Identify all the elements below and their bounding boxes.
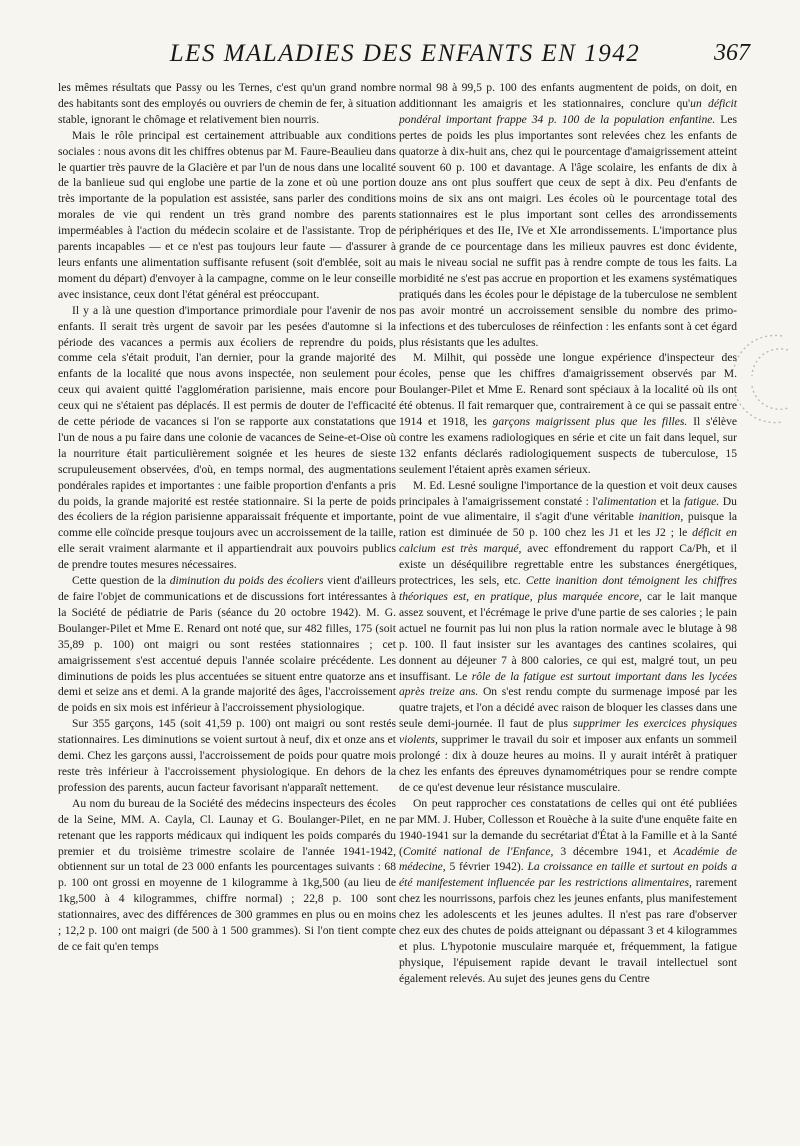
text-run: On peut rapprocher ces constatations de celles qui ont été publiées par MM. J. Huber, Collesson et Rouèche à la suite d'une enquête faite en 1940-1941 sur la demande du secrétariat d'État à la Famille et à la Santé ( (399, 796, 737, 858)
paragraph (58, 303, 396, 573)
italic-text: rôle de la fatigue est surtout important dans les lycées après treize ans. (399, 669, 737, 699)
italic-text: Académie de médecine, (399, 844, 737, 874)
page-number: 367 (714, 40, 750, 66)
right-column (399, 80, 737, 987)
text-run: et la (656, 494, 685, 508)
text-run: Mais le rôle principal est certainement attribuable aux conditions sociales : nous avons dit les chiffres obtenus par M. Faure-Beaulieu dans le quartier très pauvre de la Glacière et par l'un de nous dans une localité de la banlieue sud qui englobe une partie de la zone et où une portion très importante de la population est assistée, sans parler des conditions morales de vie qui rendent un très grand nombre des parents imperméables à l'action du médecin scolaire et de l'assistante. Trop de parents incapables — et ce n'est pas toujours leur faute — d'assurer à leurs enfants une alimentation suffisante refusent (soit d'emblée, soit au moment du départ) d'envoyer à la campagne, comme on le leur conseille avec insistance, ceux dont l'état général est préoccupant. (58, 128, 396, 301)
library-stamp-icon (722, 328, 800, 428)
italic-text: diminution du poids des écoliers (169, 574, 324, 588)
text-run: les mêmes résultats que Passy ou les Ternes, c'est qu'un grand nombre des habitants sont des employés ou ouvriers de chemin de fer, à situation stable, ignorant le chômage et relativement bien nourris. (58, 81, 396, 126)
italic-text: déficit en calcium est très marqué, (399, 526, 737, 556)
running-title: LES MALADIES DES ENFANTS EN 1942 (169, 40, 641, 67)
text-run: vient d'ailleurs de faire l'objet de communications et de discussions fort intéressantes à la Société de pédiatrie de Paris (séance du 20 octobre 1942). M. G. Boulanger-Pilet et Mme E. Renard ont noté que, sur 482 filles, 175 (soit 35,89 p. 100) ont maigri ou sont restées stationnaires ; cet amaigrissement s'est accentué depuis l'année scolaire précédente. Les diminutions de poids les plus accentuées se situent entre quatorze ans et demi et seize ans et demi. A la grande majorité des âges, l'accroissement de poids en six mois est inférieur à l'accroissement physiologique. (58, 574, 396, 715)
text-run: avec effondrement du rapport Ca/Ph, et il existe un déséquilibre regrettable entre les substances énergétiques, protectrices, les sels, etc. (399, 542, 737, 588)
text-run: car le lait manque assez souvent, et l'écrémage le prive d'une partie de ses calories ; le pain actuel ne fournit pas lui non plus la ration normale avec le blutage à 98 p. 100. Il faut insister sur les avantages des cantines scolaires, qui donnent au déjeuner 7 à 800 calories, ce qui est, malgré tout, un peu insuffisant. Le (399, 590, 738, 683)
text-run: Les pertes de poids les plus importantes sont relevées chez les enfants de quatorze à dix-huit ans, chez qui le pourcentage d'amaigrissement atteint souvent 60 p. 100 et davantage. A l'âge scolaire, les enfants de dix à douze ans ont plus souffert que ceux de sept à dix. Peu d'enfants de moins de six ans ont maigri. Les écoles où le pourcentage total des stationnaires est le plus important sont celles des arrondissements périphériques et des IIe, IVe et XIe arrondissements. L'importance plus grande de ce pourcentage dans les milieux pauvres est donc évidente, mais le niveau social ne suffit pas à rendre compte de tous les faits. La morbidité ne s'est pas accrue en proportion et les examens systématiques pratiqués dans les écoles pour le dépistage de la tuberculose ne semblent pas avoir montré un accroissement sensible du nombre des primo-infections et des tuberculoses de réinfection : les enfants sont à cet égard plus résistants que les adultes. (399, 112, 737, 349)
paragraph (58, 796, 396, 955)
paragraph (399, 478, 737, 796)
italic-text: La croissance en taille et surtout en poids a été manifestement influencée par les restrictions alimentaires, (399, 860, 737, 890)
italic-text: Comité national de l'Enfance, (402, 844, 554, 858)
italic-text: fatigue. (684, 494, 720, 508)
running-head (60, 40, 750, 76)
text-run: Cette question de la (72, 574, 170, 588)
paragraph (58, 128, 396, 303)
text-run: M. Ed. Lesné souligne l'importance de la question et voit deux causes principales à l'amaigrissement constaté : l' (399, 478, 737, 508)
italic-text: Cette inanition dont témoignent les chiffres théoriques est, en pratique, plus marquée encore, (399, 574, 737, 603)
paragraph (58, 80, 396, 128)
text-run: On s'est rendu compte du surmenage imposé par les quatre trajets, et l'on a décidé avec raison de bloquer les classes dans une seule demi-journée. Il faut de plus (399, 685, 737, 731)
text-run: Il y a là une question d'importance primordiale pour l'avenir de nos enfants. Il serait très urgent de savoir par les pesées d'automne si la période des vacances a permis aux écoliers de reprendre du poids, comme cela s'était produit, l'an dernier, pour la grande majorité des enfants de la localité que nous avons inspectée, non seulement pour ceux qui avaient quitté l'agglomération parisienne, mais encore pour ceux qui ne s'étaient pas déplacés. Il est permis de douter de l'efficacité de cette période de vacances si l'on se rapporte aux constatations que l'un de nous a pu faire dans une colonie de vacances de Seine-et-Oise où la nourriture était particulièrement soignée et les heures de sieste scrupuleusement observées, d'où, en temps normal, des augmentations pondérales rapides et importantes : une faible proportion d'enfants a pris du poids, la grande majorité est restée stationnaire. Si la perte de poids des écoliers de la région parisienne apparaissait fréquente et importante, comme elle coïncide presque toujours avec un accroissement de la taille, elle serait vraiment alarmante et il appartiendrait aux pouvoirs publics de prendre toutes mesures nécessaires. (58, 303, 396, 572)
text-run: Du point de vue alimentaire, il s'agit d'une véritable (399, 494, 737, 524)
text-run: M. Milhit, qui possède une longue expérience d'inspecteur des écoles, pense que les chiffres d'amaigrissement observés par M. Boulanger-Pilet et Mme E. Renard sont spéciaux à la localité où ils ont été obtenus. Il fait remarquer que, contrairement à ce qui se passait entre 1914 et 1918, les (399, 351, 737, 429)
italic-text: supprimer les exercices physiques violents, (399, 717, 738, 747)
italic-text: un déficit pondéral important frappe 34 p. 100 de la population enfantine. (399, 96, 737, 126)
text-run: 3 décembre 1941, et (553, 844, 674, 858)
text-run: normal 98 à 99,5 p. 100 des enfants augmentent de poids, on doit, en additionnant les amaigris et les stationnaires, conclure qu' (399, 81, 737, 110)
text-run: 5 février 1942). (445, 860, 528, 874)
text-run: Sur 355 garçons, 145 (soit 41,59 p. 100) ont maigri ou sont restés stationnaires. Les diminutions se voient surtout à neuf, dix et onze ans et demi. Chez les garçons aussi, l'accroissement de poids pour quatre mois reste très inférieur à l'accroissement physiologique. En dehors de la profession des parents, aucun facteur favorisant n'apparaît nettement. (58, 717, 396, 794)
paragraph (399, 350, 737, 477)
text-run: puisque la ration est diminuée de 50 p. 100 chez les J1 et les J2 ; le (399, 510, 738, 540)
italic-text: garçons maigrissent plus que les filles. (492, 415, 688, 429)
italic-text: inanition, (638, 510, 684, 524)
paragraph (58, 716, 396, 796)
italic-text: alimentation (597, 494, 657, 508)
text-run: Il s'élève contre les examens radiologiques en série et cite un fait dans lequel, sur 132 enfants déclarés radiologiquement suspects de tuberculose, 15 seulement l'étaient après examen sérieux. (399, 415, 738, 476)
left-column (58, 80, 396, 955)
text-run: supprimer le travail du soir et imposer aux enfants un sommeil prolongé : dix à douze heures au moins. Il y aurait intérêt à pratiquer chez les enfants des épreuves dynamométriques pour se rendre compte de ce qu'est devenue leur résistance musculaire. (399, 733, 737, 794)
paragraph (399, 80, 737, 350)
text-run: Au nom du bureau de la Société des médecins inspecteurs des écoles de la Seine, MM. A. Cayla, Cl. Launay et G. Boulanger-Pilet, en ne retenant que les rapports médicaux qui indiquent les poids comparés du premier et du troisième trimestre scolaire de l'année 1941-1942, obtiennent sur un total de 23 000 enfants les pourcentages suivants : 68 p. 100 ont grossi en moyenne de 1 kilogramme à 1kg,500 (au lieu de 1kg,500 à 4 kilogrammes, chiffre normal) ; 22,8 p. 100 sont stationnaires, avec des différences de 300 grammes en plus ou en moins ; 12,2 p. 100 ont maigri (de 500 à 1 500 grammes). Si l'on tient compte de ce fait qu'en temps (58, 796, 396, 953)
paragraph (58, 573, 396, 716)
paragraph (399, 796, 737, 987)
text-run: rarement chez les nourrissons, parfois chez les jeunes enfants, plus manifestement chez les adolescents et les jeunes adultes. Il n'est pas rare d'observer chez eux des chutes de poids atteignant ou dépassant 3 et 4 kilogrammes et plus. L'hypotonie musculaire marquée et, fréquemment, la fatigue physique, l'épuisement rapide devant le travail intellectuel sont également relevés. Au sujet des jeunes gens du Centre (399, 876, 737, 985)
